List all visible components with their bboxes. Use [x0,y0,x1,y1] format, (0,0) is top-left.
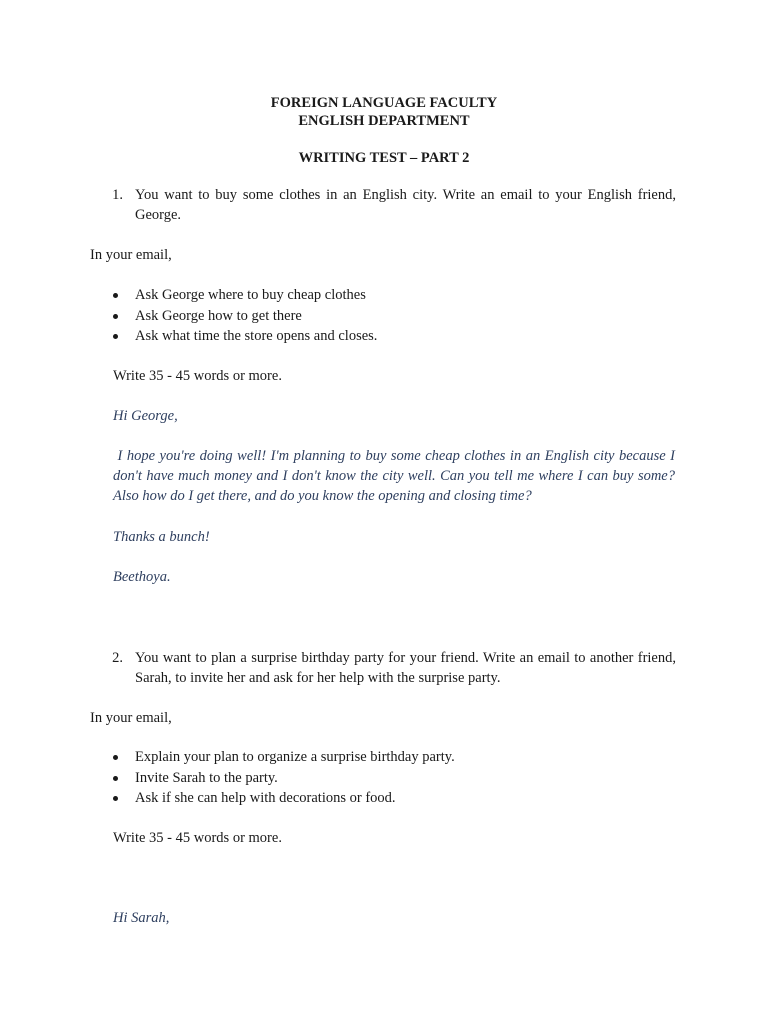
bullet-icon [113,796,118,801]
task2-word-count: Write 35 - 45 words or more. [113,830,282,846]
list-item: Ask George how to get there [113,306,673,327]
bullet-icon [113,314,118,319]
task1-answer-closing: Thanks a bunch! [113,529,210,545]
task2-prompt: You want to plan a surprise birthday party for your friend. Write an email to another friend, Sarah, to invite her and ask for her help with the surprise party. [135,650,676,686]
list-item: Explain your plan to organize a surprise birthday party. [113,747,673,768]
task1-bullet-list [113,285,673,347]
bullet-icon [113,776,118,781]
bullet-icon [113,755,118,760]
test-title: WRITING TEST – PART 2 [298,150,470,166]
task1-answer-body: I hope you're doing well! I'm planning to buy some cheap clothes in an English city because I don't have much money and I don't know the city well. Can you tell me where I can buy some? Also how do I get there, and do you know the opening and closing time? [113,448,679,504]
department-title: ENGLISH DEPARTMENT [298,113,470,129]
task2-intro: In your email, [90,710,172,726]
list-item: Ask if she can help with decorations or food. [113,788,673,809]
task1-answer-signature: Beethoya. [113,569,171,585]
faculty-title: FOREIGN LANGUAGE FACULTY [270,95,498,111]
task1-word-count: Write 35 - 45 words or more. [113,368,282,384]
task1-answer-greeting: Hi George, [113,408,178,424]
bullet-icon [113,334,118,339]
task2-number: 2. [112,650,123,666]
task1-intro: In your email, [90,247,172,263]
task1-number: 1. [112,187,123,203]
bullet-icon [113,293,118,298]
list-item: Ask what time the store opens and closes. [113,326,673,347]
list-item: Invite Sarah to the party. [113,768,673,789]
task2-bullet-list [113,747,673,809]
task1-prompt: You want to buy some clothes in an English city. Write an email to your English friend, George. [135,187,676,223]
task2-answer-greeting: Hi Sarah, [113,910,170,926]
list-item: Ask George where to buy cheap clothes [113,285,673,306]
